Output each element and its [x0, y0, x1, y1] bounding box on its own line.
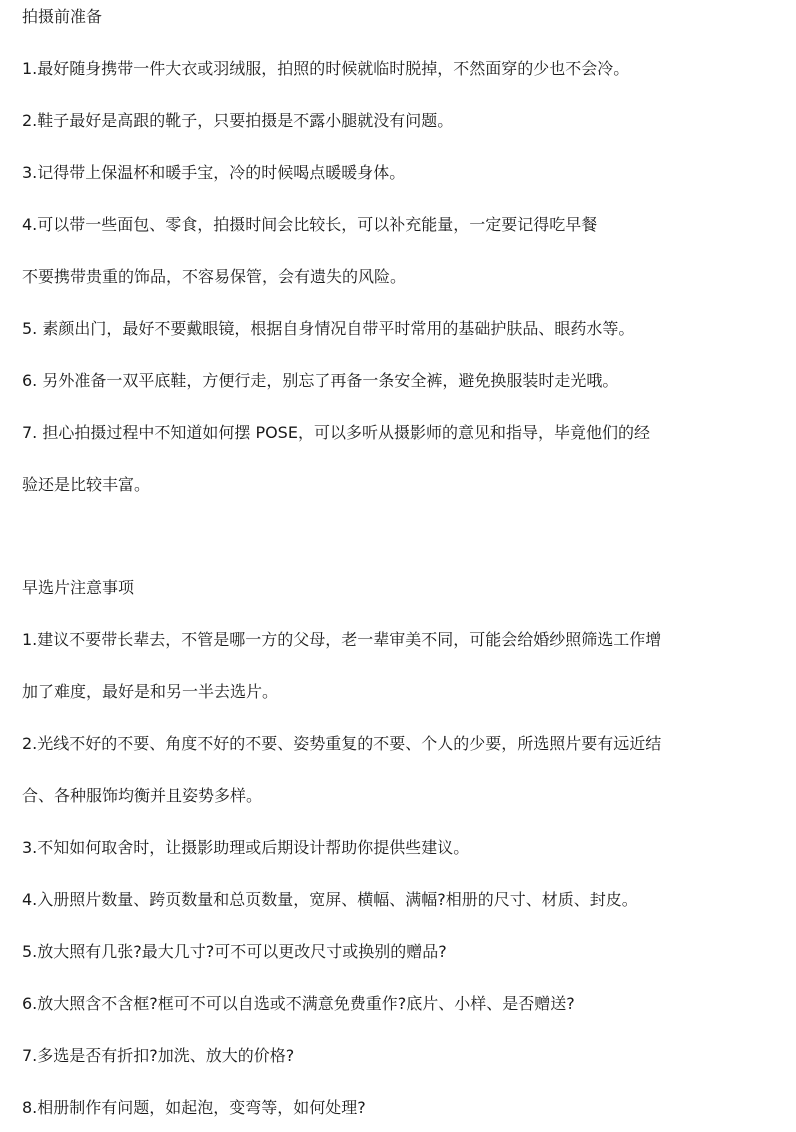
- paragraph-line: 验还是比较丰富。: [22, 475, 151, 494]
- paragraph-line: 3.不知如何取舍时，让摄影助理或后期设计帮助你提供些建议。: [22, 838, 470, 857]
- paragraph-line: 不要携带贵重的饰品，不容易保管，会有遗失的风险。: [22, 267, 407, 286]
- paragraph-line: 3.记得带上保温杯和暖手宝，冷的时候喝点暖暖身体。: [22, 163, 406, 182]
- paragraph-line: 6. 另外准备一双平底鞋，方便行走，别忘了再备一条安全裤，避免换服装时走光哦。: [22, 371, 619, 390]
- paragraph-line: 合、各种服饰均衡并且姿势多样。: [22, 786, 263, 805]
- paragraph-line: 6.放大照含不含框?框可不可以自选或不满意免费重作?底片、小样、是否赠送?: [22, 994, 575, 1013]
- paragraph-line: 加了难度，最好是和另一半去选片。: [22, 682, 279, 701]
- paragraph-line: 4.可以带一些面包、零食，拍摄时间会比较长，可以补充能量，一定要记得吃早餐: [22, 215, 598, 234]
- paragraph-line: 2.鞋子最好是高跟的靴子，只要拍摄是不露小腿就没有问题。: [22, 111, 454, 130]
- paragraph-line: 8.相册制作有问题，如起泡，变弯等，如何处理?: [22, 1098, 366, 1117]
- section-heading: 早选片注意事项: [22, 578, 135, 597]
- paragraph-line: 1.建议不要带长辈去，不管是哪一方的父母，老一辈审美不同，可能会给婚纱照筛选工作增: [22, 630, 662, 649]
- paragraph-line: 2.光线不好的不要、角度不好的不要、姿势重复的不要、个人的少要，所选照片要有远近结: [22, 734, 662, 753]
- paragraph-line: 7.多选是否有折扣?加洗、放大的价格?: [22, 1046, 295, 1065]
- section-heading: 拍摄前准备: [22, 7, 103, 26]
- paragraph-line: 1.最好随身携带一件大衣或羽绒服，拍照的时候就临时脱掉，不然面穿的少也不会冷。: [22, 59, 630, 78]
- paragraph-line: 7. 担心拍摄过程中不知道如何摆 POSE，可以多听从摄影师的意见和指导，毕竟他们的经: [22, 423, 650, 442]
- paragraph-line: 4.入册照片数量、跨页数量和总页数量，宽屏、横幅、满幅?相册的尺寸、材质、封皮。: [22, 890, 638, 909]
- paragraph-line: 5. 素颜出门，最好不要戴眼镜，根据自身情况自带平时常用的基础护肤品、眼药水等。: [22, 319, 635, 338]
- paragraph-line: 5.放大照有几张?最大几寸?可不可以更改尺寸或换别的赠品?: [22, 942, 447, 961]
